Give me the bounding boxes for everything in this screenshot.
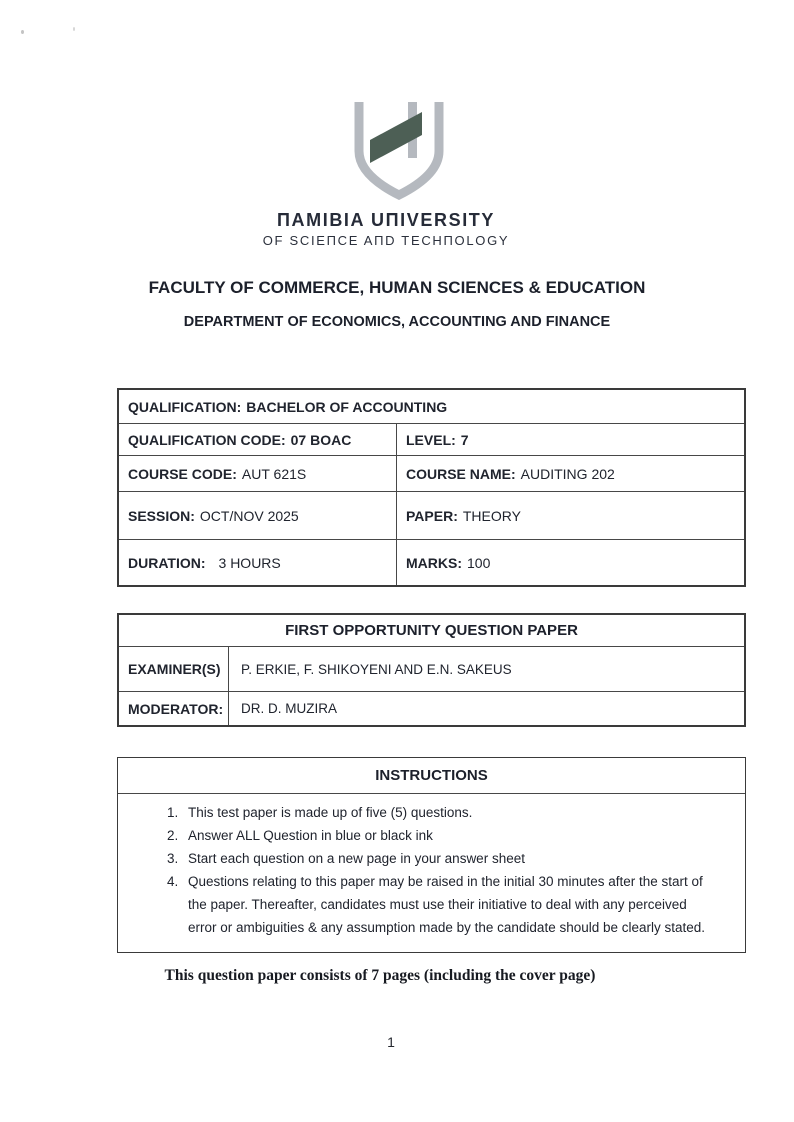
table-row bbox=[119, 646, 744, 691]
shield-logo-icon bbox=[348, 99, 450, 200]
course-code-cell bbox=[119, 456, 397, 491]
moderator-label: MODERATOR: bbox=[119, 692, 229, 725]
qualification-code-label: QUALIFICATION CODE: bbox=[128, 431, 286, 448]
session-value: OCT/NOV 2025 bbox=[199, 507, 299, 524]
department-heading: DEPARTMENT OF ECONOMICS, ACCOUNTING AND FINANCE bbox=[183, 314, 611, 330]
instruction-item: 4. Questions relating to this paper may be raised in the initial 30 minutes after the start of the paper. Thereafter, candidates must use their initiative to deal with any perceived error or ambiguities & any assumption made by the candidate should be clearly stated. bbox=[182, 870, 717, 939]
paper-cell bbox=[397, 492, 744, 539]
table-row bbox=[119, 539, 744, 585]
qualification-value: BACHELOR OF ACCOUNTING bbox=[246, 398, 448, 415]
marks-value: 100 bbox=[467, 554, 491, 571]
faculty-heading: FACULTY OF COMMERCE, HUMAN SCIENCES & EDUCATION bbox=[148, 278, 646, 297]
paper-info-table bbox=[117, 613, 746, 727]
instruction-item: 1. This test paper is made up of five (5) questions. bbox=[182, 801, 717, 824]
scan-speck bbox=[21, 30, 24, 34]
duration-cell bbox=[119, 540, 397, 585]
duration-value: 3 HOURS bbox=[218, 554, 281, 571]
level-label: LEVEL: bbox=[406, 431, 456, 448]
course-name-label: COURSE NAME: bbox=[406, 465, 516, 482]
session-cell bbox=[119, 492, 397, 539]
qualification-code-value: 07 BOAC bbox=[290, 431, 352, 448]
university-name: ПAMIBIA UПIVERSITY bbox=[276, 210, 496, 230]
marks-cell bbox=[397, 540, 744, 585]
instructions-list bbox=[118, 801, 745, 939]
level-cell bbox=[397, 424, 744, 455]
paper-label: PAPER: bbox=[406, 507, 458, 524]
paper-value: THEORY bbox=[462, 507, 521, 524]
page-count-note: This question paper consists of 7 pages (including the cover page) bbox=[164, 967, 596, 984]
course-name-value: AUDITING 202 bbox=[520, 465, 615, 482]
scan-speck bbox=[73, 27, 75, 31]
examiners-label: EXAMINER(S) bbox=[119, 647, 229, 691]
marks-label: MARKS: bbox=[406, 554, 462, 571]
university-logo bbox=[348, 99, 450, 200]
qualification-code-cell bbox=[119, 424, 397, 455]
university-tagline: OF SCIEПCE AПD TECHПOLOGY bbox=[262, 233, 510, 248]
paper-title: FIRST OPPORTUNITY QUESTION PAPER bbox=[285, 622, 578, 639]
examiners-value: P. ERKIE, F. SHIKOYENI AND E.N. SAKEUS bbox=[241, 661, 512, 677]
instructions-box bbox=[117, 757, 746, 953]
instruction-item: 3. Start each question on a new page in your answer sheet bbox=[182, 847, 717, 870]
session-label: SESSION: bbox=[128, 507, 195, 524]
moderator-value: DR. D. MUZIRA bbox=[241, 701, 337, 716]
instructions-title: INSTRUCTIONS bbox=[118, 758, 745, 794]
qualification-label: QUALIFICATION: bbox=[128, 398, 242, 415]
level-value: 7 bbox=[460, 431, 469, 448]
page-number: 1 bbox=[387, 1034, 395, 1050]
qualification-cell bbox=[119, 390, 744, 423]
table-row bbox=[119, 491, 744, 539]
table-row bbox=[119, 423, 744, 455]
table-row bbox=[119, 455, 744, 491]
course-code-label: COURSE CODE: bbox=[128, 465, 237, 482]
course-name-cell bbox=[397, 456, 744, 491]
course-code-value: AUT 621S bbox=[241, 465, 307, 482]
table-row bbox=[119, 691, 744, 725]
course-info-table bbox=[117, 388, 746, 587]
duration-label: DURATION: bbox=[128, 554, 206, 571]
table-row bbox=[119, 390, 744, 423]
instruction-item: 2. Answer ALL Question in blue or black ink bbox=[182, 824, 717, 847]
